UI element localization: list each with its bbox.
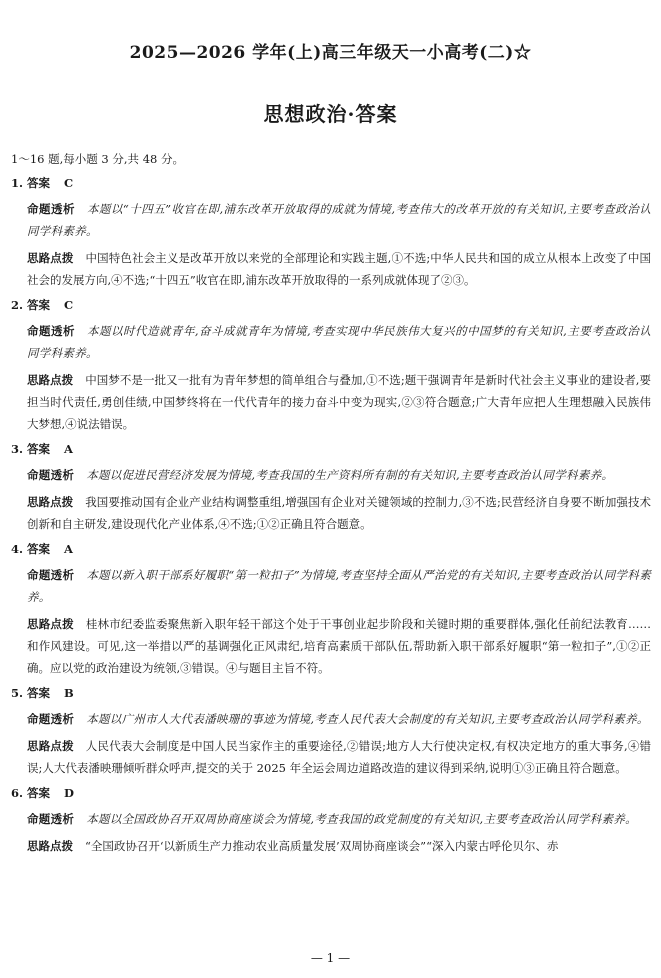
tip-label: 思路点拨 — [27, 739, 74, 753]
question-item — [11, 174, 651, 291]
question-answer-line — [11, 684, 651, 702]
analysis-label: 命题透析 — [27, 568, 75, 582]
tip-text: 中国特色社会主义是改革开放以来党的全部理论和实践主题,①不选;中华人民共和国的成立从根本上改变了中国社会的发展方向,④不选;“十四五”收官在即,浦东改革开放取得的一系列成就体现了②③。 — [27, 251, 652, 287]
question-item — [11, 684, 651, 779]
analysis-label: 命题透析 — [27, 812, 75, 826]
analysis-text: 本题以时代造就青年,奋斗成就青年为情境,考查实现中华民族伟大复兴的中国梦的有关知识,主要考查政治认同学科素养。 — [27, 324, 651, 360]
tip-text: 人民代表大会制度是中国人民当家作主的重要途径,②错误;地方人大行使决定权,有权决定地方的重大事务,④错误;人大代表潘映珊倾听群众呼声,提交的关于 2025 年全运会周边道路改造的建议得到采纳,说明①③正确且符合题意。 — [27, 739, 651, 775]
question-number: 3. 答案 — [11, 442, 51, 456]
question-number: 1. 答案 — [11, 176, 51, 190]
analysis-paragraph — [11, 564, 651, 608]
analysis-text: 本题以“十四五”收官在即,浦东改革开放取得的成就为情境,考查伟大的改革开放的有关知识,主要考查政治认同学科素养。 — [27, 202, 652, 238]
tip-paragraph — [11, 735, 651, 779]
analysis-text: 本题以新入职干部系好履职“第一粒扣子”为情境,考查坚持全面从严治党的有关知识,主要考查政治认同学科素养。 — [27, 568, 651, 604]
question-answer-line — [11, 440, 651, 458]
tip-paragraph — [11, 835, 651, 857]
analysis-paragraph — [11, 464, 651, 486]
tip-paragraph — [11, 247, 651, 291]
question-number: 5. 答案 — [11, 686, 51, 700]
answer-letter: C — [64, 176, 74, 190]
answer-letter: A — [64, 542, 73, 556]
question-number: 2. 答案 — [11, 298, 51, 312]
question-item — [11, 440, 651, 535]
answer-letter: D — [64, 786, 74, 800]
tip-paragraph — [11, 491, 651, 535]
tip-label: 思路点拨 — [27, 495, 74, 509]
tip-label: 思路点拨 — [27, 617, 74, 631]
analysis-label: 命题透析 — [27, 468, 75, 482]
section-intro: 1～16 题,每小题 3 分,共 48 分。 — [11, 152, 184, 166]
question-number: 6. 答案 — [11, 786, 51, 800]
analysis-label: 命题透析 — [27, 712, 75, 726]
answer-letter: C — [64, 298, 74, 312]
question-item — [11, 540, 651, 679]
question-answer-line — [11, 540, 651, 558]
question-item — [11, 784, 651, 857]
answer-letter: A — [64, 442, 73, 456]
analysis-paragraph — [11, 320, 651, 364]
tip-label: 思路点拨 — [27, 839, 73, 853]
page-title: 2025—2026 学年(上)高三年级天一小高考(二)☆ — [129, 43, 532, 63]
tip-paragraph — [11, 613, 651, 679]
tip-label: 思路点拨 — [27, 251, 74, 265]
question-answer-line — [11, 174, 651, 192]
tip-text: 我国要推动国有企业产业结构调整重组,增强国有企业对关键领域的控制力,③不选;民营经济自身要不断加强技术创新和自主研发,建设现代化产业体系,④不选;①②正确且符合题意。 — [27, 495, 652, 531]
analysis-label: 命题透析 — [27, 324, 75, 338]
page-number: — 1 — — [310, 951, 351, 965]
question-list — [11, 174, 651, 857]
analysis-text: 本题以促进民营经济发展为情境,考查我国的生产资料所有制的有关知识,主要考查政治认同学科素养。 — [86, 468, 614, 482]
analysis-text: 本题以全国政协召开双周协商座谈会为情境,考查我国的政党制度的有关知识,主要考查政治认同学科素养。 — [86, 812, 637, 826]
answer-content — [11, 150, 651, 862]
page-subtitle: 思想政治·答案 — [263, 102, 398, 126]
analysis-text: 本题以广州市人大代表潘映珊的事迹为情境,考查人民代表大会制度的有关知识,主要考查政治认同学科素养。 — [86, 712, 649, 726]
tip-paragraph — [11, 369, 651, 435]
question-answer-line — [11, 784, 651, 802]
analysis-label: 命题透析 — [27, 202, 75, 216]
tip-text: “全国政协召开‘以新质生产力推动农业高质量发展’双周协商座谈会”“深入内蒙古呼伦贝尔、赤 — [85, 839, 559, 853]
answer-letter: B — [64, 686, 74, 700]
tip-text: 中国梦不是一批又一批有为青年梦想的简单组合与叠加,①不选;题干强调青年是新时代社会主义事业的建设者,要担当时代责任,勇创佳绩,中国梦终将在一代代青年的接力奋斗中变为现实,②③符合题意;广大青年应把人生理想融入民族伟大梦想,④说法错误。 — [27, 373, 652, 431]
analysis-paragraph — [11, 808, 651, 830]
question-number: 4. 答案 — [11, 542, 51, 556]
analysis-paragraph — [11, 198, 651, 242]
tip-text: 桂林市纪委监委聚焦新入职年轻干部这个处于干事创业起步阶段和关键时期的重要群体,强化任前纪法教育……和作风建设。可见,这一举措以严的基调强化正风肃纪,培育高素质干部队伍,帮助新入职干部系好履职“第一粒扣子”,①②正确。应以党的政治建设为统领,③错误。④与题目主旨不符。 — [27, 617, 651, 675]
analysis-paragraph — [11, 708, 651, 730]
tip-label: 思路点拨 — [27, 373, 74, 387]
question-answer-line — [11, 296, 651, 314]
question-item — [11, 296, 651, 435]
